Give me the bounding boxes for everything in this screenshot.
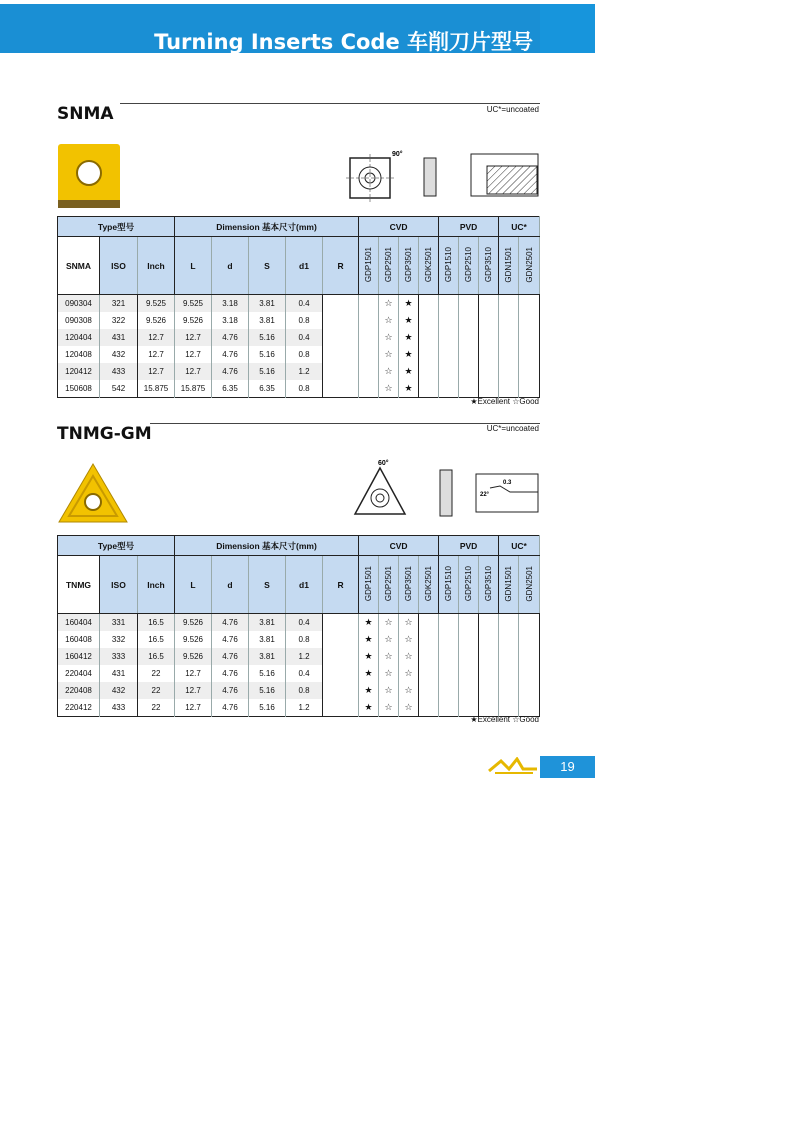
cell-d: 9.526 xyxy=(175,631,212,648)
cell-d: 15.875 xyxy=(175,380,212,398)
cell-d1: 3.81 xyxy=(249,648,286,665)
grade-header: GDP3501 xyxy=(399,556,419,614)
cell-L: 12.7 xyxy=(138,346,175,363)
cell-d: 12.7 xyxy=(175,699,212,717)
uncoated-note: UC*=uncoated xyxy=(486,424,539,433)
grade-cell xyxy=(459,665,479,682)
cell-iso: 090304 xyxy=(58,295,100,313)
grade-cell: ☆ xyxy=(379,363,399,380)
cell-d: 12.7 xyxy=(175,329,212,346)
cell-iso: 120408 xyxy=(58,346,100,363)
cell-iso: 160404 xyxy=(58,614,100,632)
grade-cell: ★ xyxy=(399,329,419,346)
grade-cell xyxy=(459,682,479,699)
grade-cell xyxy=(459,648,479,665)
table-row xyxy=(58,363,540,380)
cell-d: 9.526 xyxy=(175,648,212,665)
cell-R: 0.4 xyxy=(286,614,323,632)
grade-cell xyxy=(359,295,379,313)
cell-R: 1.2 xyxy=(286,648,323,665)
grade-cell: ☆ xyxy=(399,682,419,699)
inch-header: Inch xyxy=(138,237,175,295)
grade-cell: ☆ xyxy=(379,665,399,682)
grade-cell: ☆ xyxy=(379,631,399,648)
table-row xyxy=(58,346,540,363)
grade-cell xyxy=(359,329,379,346)
grade-cell xyxy=(479,648,499,665)
snma-insert-image xyxy=(58,144,120,208)
grade-cell xyxy=(439,648,459,665)
grade-cell xyxy=(499,699,519,717)
grade-cell xyxy=(323,363,359,380)
table-row xyxy=(58,631,540,648)
grade-cell xyxy=(323,312,359,329)
tnmg-insert-image xyxy=(57,462,129,526)
d1-header: d1 xyxy=(286,237,323,295)
cell-d: 9.525 xyxy=(175,295,212,313)
cell-L: 12.7 xyxy=(138,363,175,380)
grade-cell: ★ xyxy=(399,312,419,329)
table-row xyxy=(58,699,540,717)
grade-cell xyxy=(419,648,439,665)
pvd-header: PVD xyxy=(439,217,499,237)
grade-cell xyxy=(439,346,459,363)
grade-cell: ★ xyxy=(399,363,419,380)
grade-header: GDP1501 xyxy=(359,556,379,614)
cell-inch: 433 xyxy=(100,363,138,380)
grade-header: GDP1510 xyxy=(439,237,459,295)
cell-S: 3.18 xyxy=(212,312,249,329)
cell-inch: 433 xyxy=(100,699,138,717)
grade-cell xyxy=(499,682,519,699)
cell-inch: 331 xyxy=(100,614,138,632)
snma-angle-label: 90° xyxy=(392,151,403,158)
grade-header: GDP3510 xyxy=(479,237,499,295)
grade-cell xyxy=(499,648,519,665)
grade-cell xyxy=(323,682,359,699)
cell-R: 0.4 xyxy=(286,665,323,682)
cell-L: 9.525 xyxy=(138,295,175,313)
grade-cell xyxy=(439,380,459,398)
S-header: S xyxy=(249,556,286,614)
uc-header: UC* xyxy=(499,536,540,556)
grade-cell: ★ xyxy=(359,631,379,648)
grade-cell: ☆ xyxy=(379,682,399,699)
cell-S: 4.76 xyxy=(212,665,249,682)
cell-d1: 5.16 xyxy=(249,682,286,699)
uncoated-note: UC*=uncoated xyxy=(486,105,539,114)
cell-d1: 5.16 xyxy=(249,346,286,363)
table-row xyxy=(58,614,540,632)
cell-inch: 322 xyxy=(100,312,138,329)
grade-cell xyxy=(419,699,439,717)
grade-cell xyxy=(323,631,359,648)
cell-L: 9.526 xyxy=(138,312,175,329)
cell-L: 22 xyxy=(138,682,175,699)
grade-header: GDN2501 xyxy=(519,237,540,295)
tnmg-angle-label: 60° xyxy=(378,460,389,467)
grade-cell xyxy=(419,614,439,632)
section-rule xyxy=(150,423,540,424)
cell-iso: 160408 xyxy=(58,631,100,648)
iso-header: ISO xyxy=(100,556,138,614)
cell-iso: 220404 xyxy=(58,665,100,682)
type-header: Type型号 xyxy=(58,217,175,237)
grade-cell xyxy=(479,363,499,380)
cell-d1: 5.16 xyxy=(249,699,286,717)
cell-L: 16.5 xyxy=(138,648,175,665)
grade-cell xyxy=(439,614,459,632)
grade-cell: ☆ xyxy=(399,614,419,632)
table-row xyxy=(58,312,540,329)
grade-cell xyxy=(323,699,359,717)
tnmg-chip-dim-label: 0.3 xyxy=(503,480,512,486)
tnmg-technical-drawing xyxy=(350,458,542,524)
grade-header: GDP2510 xyxy=(459,556,479,614)
section-title-tnmg: TNMG-GM xyxy=(57,424,152,444)
cell-d: 9.526 xyxy=(175,312,212,329)
grade-cell: ★ xyxy=(359,665,379,682)
grade-cell xyxy=(419,329,439,346)
cell-L: 16.5 xyxy=(138,631,175,648)
cell-iso: 150608 xyxy=(58,380,100,398)
d-header: d xyxy=(212,237,249,295)
grade-cell xyxy=(439,631,459,648)
grade-cell xyxy=(479,346,499,363)
cell-S: 4.76 xyxy=(212,363,249,380)
cell-S: 4.76 xyxy=(212,648,249,665)
L-header: L xyxy=(175,237,212,295)
grade-header: GDP3510 xyxy=(479,556,499,614)
grade-cell xyxy=(419,380,439,398)
grade-cell xyxy=(459,329,479,346)
grade-header: GDP2501 xyxy=(379,556,399,614)
cell-S: 4.76 xyxy=(212,346,249,363)
grade-cell xyxy=(499,380,519,398)
cell-inch: 332 xyxy=(100,631,138,648)
grade-cell xyxy=(459,312,479,329)
grade-cell xyxy=(419,665,439,682)
grade-header: GDP2510 xyxy=(459,237,479,295)
grade-cell xyxy=(419,631,439,648)
inch-header: Inch xyxy=(138,556,175,614)
grade-cell: ★ xyxy=(399,346,419,363)
grade-cell xyxy=(479,329,499,346)
grade-cell xyxy=(459,380,479,398)
grade-header: GDN1501 xyxy=(499,556,519,614)
cvd-header: CVD xyxy=(359,217,439,237)
grade-cell: ☆ xyxy=(379,648,399,665)
snma-spec-table xyxy=(57,216,540,398)
iso-header: ISO xyxy=(100,237,138,295)
cell-d1: 5.16 xyxy=(249,665,286,682)
grade-cell xyxy=(359,312,379,329)
grade-cell: ☆ xyxy=(379,614,399,632)
grade-header: GDP1510 xyxy=(439,556,459,614)
grade-cell: ☆ xyxy=(379,295,399,313)
grade-cell: ★ xyxy=(359,699,379,717)
grade-cell xyxy=(323,648,359,665)
cell-R: 0.8 xyxy=(286,380,323,398)
snma-rows xyxy=(58,295,540,398)
grade-cell: ★ xyxy=(359,614,379,632)
grade-cell xyxy=(439,329,459,346)
grade-cell xyxy=(323,665,359,682)
table-row xyxy=(58,665,540,682)
cell-iso: 120404 xyxy=(58,329,100,346)
grade-cell xyxy=(499,614,519,632)
cell-S: 4.76 xyxy=(212,614,249,632)
grade-cell xyxy=(479,295,499,313)
grade-header: GDP1501 xyxy=(359,237,379,295)
cell-R: 0.8 xyxy=(286,312,323,329)
cell-d1: 5.16 xyxy=(249,329,286,346)
cell-inch: 432 xyxy=(100,346,138,363)
grade-cell xyxy=(359,363,379,380)
grade-cell xyxy=(499,329,519,346)
page-title: Turning Inserts Code 车削刀片型号 xyxy=(154,30,533,54)
cell-R: 0.8 xyxy=(286,682,323,699)
cell-iso: 090308 xyxy=(58,312,100,329)
legend xyxy=(470,715,539,724)
cell-R: 1.2 xyxy=(286,363,323,380)
cell-inch: 431 xyxy=(100,665,138,682)
cell-d1: 3.81 xyxy=(249,295,286,313)
cell-d1: 3.81 xyxy=(249,614,286,632)
cell-d1: 3.81 xyxy=(249,631,286,648)
header-bar-accent xyxy=(540,4,595,53)
grade-cell xyxy=(459,346,479,363)
dimension-header: Dimension 基本尺寸(mm) xyxy=(175,536,359,556)
grade-cell xyxy=(323,346,359,363)
cell-iso: 120412 xyxy=(58,363,100,380)
grade-cell xyxy=(479,614,499,632)
grade-cell: ☆ xyxy=(379,346,399,363)
tnmg-rows xyxy=(58,614,540,717)
grade-cell: ☆ xyxy=(399,699,419,717)
cell-d: 12.7 xyxy=(175,665,212,682)
grade-cell: ☆ xyxy=(379,380,399,398)
grade-cell xyxy=(499,295,519,313)
grade-cell xyxy=(439,363,459,380)
legend xyxy=(470,397,539,406)
table-row xyxy=(58,329,540,346)
type-header: Type型号 xyxy=(58,536,175,556)
cell-S: 4.76 xyxy=(212,329,249,346)
grade-cell xyxy=(479,699,499,717)
tnmg-chip-angle-label: 22° xyxy=(480,492,490,498)
grade-cell xyxy=(419,682,439,699)
cell-inch: 542 xyxy=(100,380,138,398)
grade-cell: ★ xyxy=(359,682,379,699)
cell-S: 4.76 xyxy=(212,682,249,699)
grade-cell xyxy=(419,295,439,313)
grade-cell xyxy=(479,665,499,682)
grade-cell xyxy=(359,380,379,398)
grade-cell xyxy=(479,682,499,699)
cell-d: 9.526 xyxy=(175,614,212,632)
grade-cell xyxy=(499,312,519,329)
legend-good: ☆Good xyxy=(512,715,539,724)
cell-d: 12.7 xyxy=(175,682,212,699)
legend-good: ☆Good xyxy=(512,397,539,406)
grade-cell xyxy=(439,699,459,717)
grade-header: GDP3501 xyxy=(399,237,419,295)
cell-L: 22 xyxy=(138,665,175,682)
grade-cell xyxy=(323,295,359,313)
brand-logo xyxy=(487,757,539,777)
cell-S: 3.18 xyxy=(212,295,249,313)
grade-cell xyxy=(499,363,519,380)
grade-header: GDN1501 xyxy=(499,237,519,295)
table-row xyxy=(58,682,540,699)
cell-R: 0.4 xyxy=(286,295,323,313)
pvd-header: PVD xyxy=(439,536,499,556)
grade-cell xyxy=(459,295,479,313)
cell-inch: 432 xyxy=(100,682,138,699)
cell-d1: 3.81 xyxy=(249,312,286,329)
legend-excellent: ★Excellent xyxy=(470,397,511,406)
grade-cell xyxy=(439,295,459,313)
cell-L: 15.875 xyxy=(138,380,175,398)
cell-S: 4.76 xyxy=(212,631,249,648)
dimension-header: Dimension 基本尺寸(mm) xyxy=(175,217,359,237)
grade-cell xyxy=(323,329,359,346)
grade-cell: ☆ xyxy=(379,329,399,346)
R-header: R xyxy=(323,237,359,295)
table-row xyxy=(58,295,540,313)
tnmg-spec-table xyxy=(57,535,540,717)
grade-header: GDN2501 xyxy=(519,556,540,614)
cell-R: 0.4 xyxy=(286,329,323,346)
R-header: R xyxy=(323,556,359,614)
L-header: L xyxy=(175,556,212,614)
grade-cell xyxy=(479,631,499,648)
grade-header: GDK2501 xyxy=(419,556,439,614)
cell-d1: 5.16 xyxy=(249,363,286,380)
grade-cell xyxy=(419,312,439,329)
grade-cell xyxy=(499,665,519,682)
grade-cell xyxy=(459,699,479,717)
cell-R: 1.2 xyxy=(286,699,323,717)
cell-S: 4.76 xyxy=(212,699,249,717)
cell-inch: 333 xyxy=(100,648,138,665)
grade-cell: ☆ xyxy=(399,631,419,648)
grade-cell: ☆ xyxy=(379,312,399,329)
cell-d: 12.7 xyxy=(175,346,212,363)
grade-cell xyxy=(359,346,379,363)
grade-cell xyxy=(499,346,519,363)
cell-R: 0.8 xyxy=(286,346,323,363)
grade-cell xyxy=(479,380,499,398)
grade-header: GDP2501 xyxy=(379,237,399,295)
grade-cell xyxy=(323,614,359,632)
grade-cell xyxy=(459,363,479,380)
cell-S: 6.35 xyxy=(212,380,249,398)
cell-d: 12.7 xyxy=(175,363,212,380)
row-label-snma: SNMA xyxy=(58,237,100,295)
grade-header: GDK2501 xyxy=(419,237,439,295)
cell-L: 12.7 xyxy=(138,329,175,346)
grade-cell xyxy=(459,631,479,648)
grade-cell xyxy=(439,312,459,329)
legend-excellent: ★Excellent xyxy=(470,715,511,724)
grade-cell xyxy=(323,380,359,398)
grade-cell: ★ xyxy=(399,295,419,313)
d1-header: d1 xyxy=(286,556,323,614)
page-number: 19 xyxy=(540,756,595,778)
snma-technical-drawing xyxy=(336,148,541,204)
row-label-tnmg: TNMG xyxy=(58,556,100,614)
cell-iso: 220412 xyxy=(58,699,100,717)
cell-L: 16.5 xyxy=(138,614,175,632)
cell-R: 0.8 xyxy=(286,631,323,648)
grade-cell xyxy=(479,312,499,329)
cell-inch: 431 xyxy=(100,329,138,346)
grade-cell: ☆ xyxy=(379,699,399,717)
S-header: S xyxy=(249,237,286,295)
cell-iso: 220408 xyxy=(58,682,100,699)
cell-d1: 6.35 xyxy=(249,380,286,398)
grade-cell xyxy=(419,346,439,363)
cell-iso: 160412 xyxy=(58,648,100,665)
grade-cell: ★ xyxy=(359,648,379,665)
grade-cell xyxy=(439,665,459,682)
cell-L: 22 xyxy=(138,699,175,717)
d-header: d xyxy=(212,556,249,614)
section-rule xyxy=(120,103,540,104)
grade-cell xyxy=(499,631,519,648)
uc-header: UC* xyxy=(499,217,540,237)
grade-cell: ★ xyxy=(399,380,419,398)
grade-cell xyxy=(439,682,459,699)
table-row xyxy=(58,648,540,665)
page-header xyxy=(0,4,595,53)
section-title-snma: SNMA xyxy=(57,104,114,124)
table-row xyxy=(58,380,540,398)
cvd-header: CVD xyxy=(359,536,439,556)
grade-cell xyxy=(459,614,479,632)
grade-cell: ☆ xyxy=(399,665,419,682)
grade-cell xyxy=(419,363,439,380)
cell-inch: 321 xyxy=(100,295,138,313)
grade-cell: ☆ xyxy=(399,648,419,665)
